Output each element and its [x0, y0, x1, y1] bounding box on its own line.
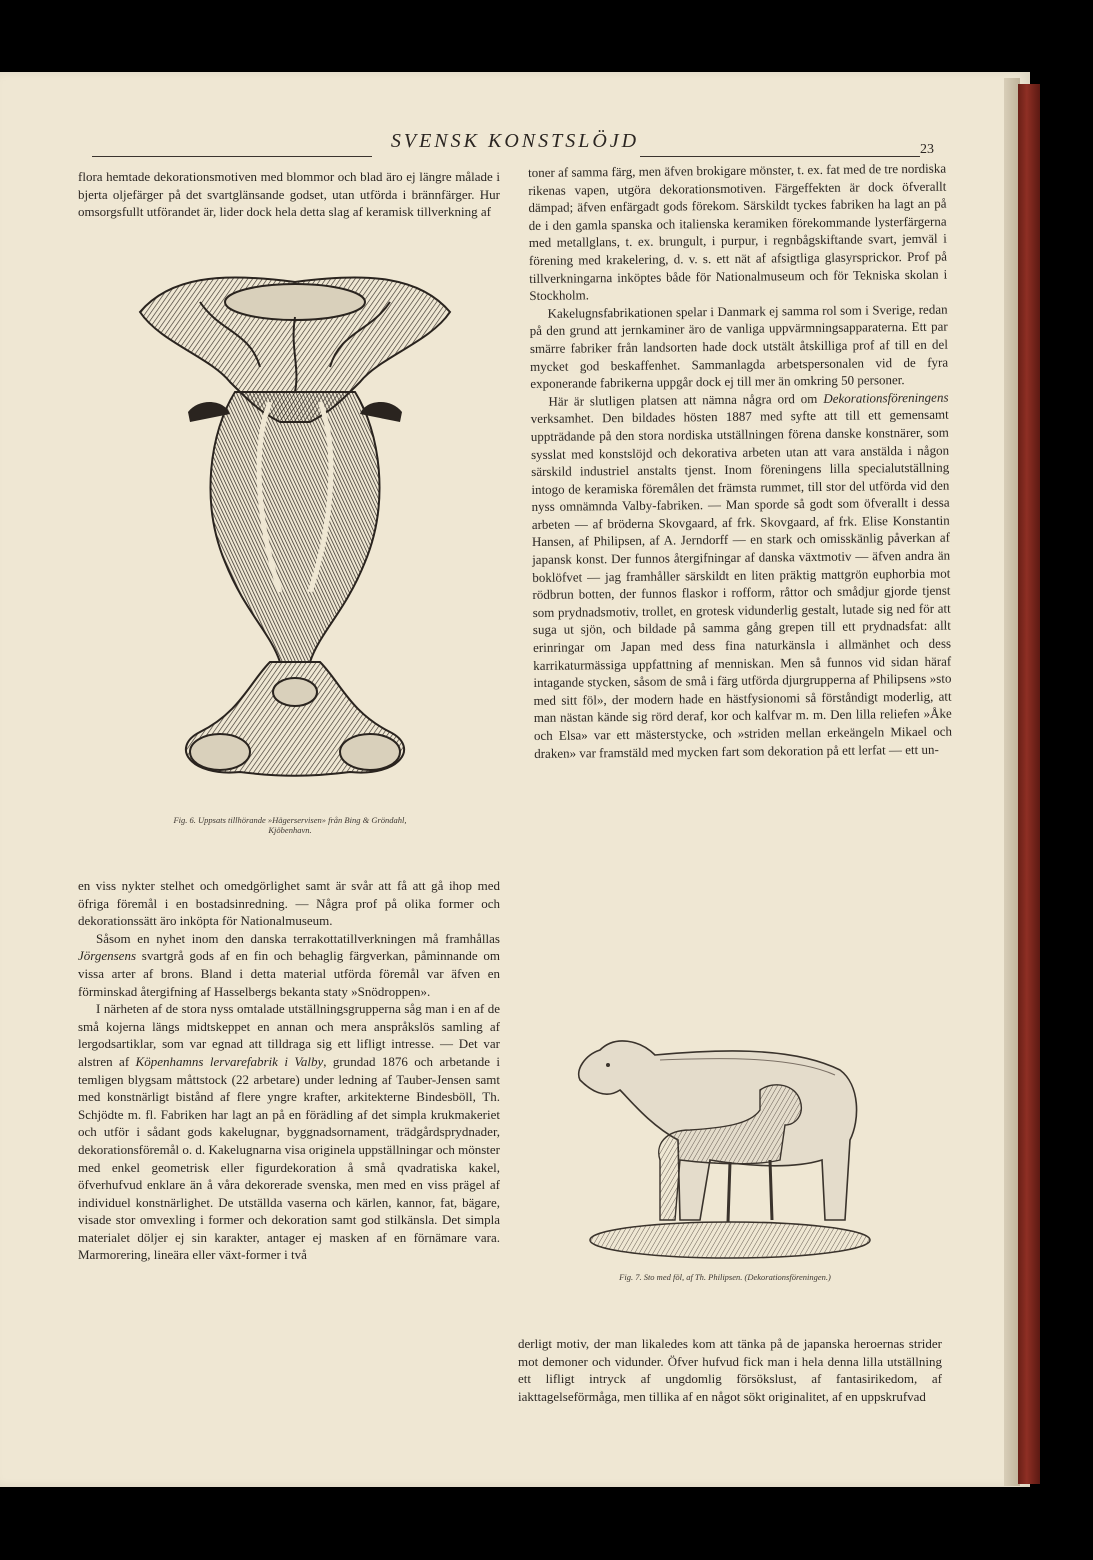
text-run: Såsom en nyhet inom den danska terrakottatillverkningen må framhållas	[96, 930, 500, 946]
text-run: , grundad 1876 och arbetande i temligen blygsam måttstock (22 arbetare) under ledning af Tauber-Jensen samt med konstnärligt bistånd af flere yngre krafter, arkitekterne Bindesböll, Th. Schjödte m. fl. Fabriken har lagt an på en förädling af det simpla krukmakeriet och utför i sådant gods kakelugnar, byggnadsornament, trädgårdsprydnader, dekorationsföremål o. d. Kakelugnarna visa originela uppställningar och mönster med enkel geometrisk eller figurdekoration å små qvadratiska kakel, öfverhufvud enklare än å våra dekorerade svenska, men med en viss prägel af individuel konstnärlighet. De utställda vaserna och kärlen, kannor, fat, bägare, visade stor omvexling i former och dekoration samt god stilkänsla. Det simpla materialet döljer ej sin karakter, antager ej masken af en förnämare vara. Marmorering, lineära eller växt-former i två	[78, 1053, 500, 1263]
paragraph	[78, 930, 500, 1000]
figure-7-caption: Fig. 7. Sto med föl, af Th. Philipsen. (Dekorationsföreningen.)	[619, 1272, 831, 1282]
figure-6-caption	[110, 815, 470, 835]
page-number: 23	[920, 142, 934, 157]
text-run: I närheten af de stora nyss omtalade utställningsgrupperna såg man i en af de små kojerna längs midtskeppet en annan och mera anspråkslös samling af lergodsartiklar, som var egnad att tilldraga sig ett lifligt intresse. — Det var alstren af	[78, 1001, 500, 1069]
header-rule-left	[92, 156, 372, 157]
paragraph: derligt motiv, der man likaledes kom att tänka på de japanska heroernas strider mot demoner och vidunder. Öfver hufvud fick man i hela denna lilla utställning ett lifligt intryck af ungdomlig försökslust, af fantasirikedom, af iakttagelseförmåga, men tillika af en något sökt originalitet, af en uppskrufvad	[518, 1336, 942, 1404]
paragraph: flora hemtade dekorationsmotiven med blommor och blad äro ej längre målade i bjerta oljefärger på det svartglänsande godset, utan utförda i brännfärger. Hur omsorgsfullt utförandet är, lider dock hela detta slag af keramisk tillverkning af	[78, 169, 500, 220]
left-column-bottom	[78, 877, 500, 1264]
paragraph	[530, 388, 952, 762]
italic-run: Köpenhamns lervarefabrik i Valby	[135, 1053, 324, 1069]
text-run: Här är slutligen platsen att nämna några ord om	[548, 390, 824, 409]
running-title: SVENSK KONSTSLÖJD	[390, 130, 640, 152]
paragraph	[78, 1000, 500, 1264]
paragraph: en viss nykter stelhet och omedgörlighet samt är svår att få att gå ihop med öfriga föremål i en bostadsinredning. — Några prof på olika former och dekorationssätt äro inköpta för Nationalmuseum.	[78, 878, 500, 929]
right-column-bottom	[518, 1335, 942, 1405]
header-rule-right	[640, 156, 920, 157]
paragraph: toner af samma färg, men äfven brokigare mönster, t. ex. fat med de tre nordiska rikenas vapen, utgöra dekorationsmotiven. Färgeffekten är dock öfverallt dämpad; äfven enfärgadt gods förekom. Särskildt tyckes fabriken ha lagt an på de i den gamla spanska och italienska keramiken förekommande lysterfärgerna med metallglans, t. ex. brungult, i purpur, i regnbågskiftande svart, jemväl i förening med krakelering, d. v. s. ett nät af afsigtliga glasyrsprickor. Prof på tillverkningarna inköptes både för Nationalmuseum och för Tekniska skolan i Stockholm.	[528, 160, 948, 304]
right-column-top	[528, 160, 952, 763]
italic-run: Dekorationsföreningens	[823, 389, 949, 406]
italic-run: Jörgensens	[78, 948, 137, 964]
book-binding	[1018, 84, 1040, 1484]
figure-6-illustration	[130, 272, 460, 802]
figure-7-illustration	[560, 1030, 880, 1270]
caption-line: Fig. 6. Uppsats tillhörande »Hägerservisen» från Bing & Gröndahl,	[173, 815, 407, 825]
text-run: svartgrå gods af en fin och behaglig färgverkan, påminnande om vissa arter af brons. Bland i detta material utförda föremål var äfven en förminskad återgifning af Hasselbergs bekanta staty »Snödroppen».	[78, 948, 500, 999]
left-column-top	[78, 168, 500, 221]
paragraph: Kakelugnsfabrikationen spelar i Danmark ej samma rol som i Sverige, redan på den grund att jernkaminer äro de vanliga uppvärmningsapparaterna. Ett par smärre fabriker från landsorten hade dock utstält åtskilliga prof af till en del mycket god beskaffenhet. Sammanlagda arbetspersonalen vid de fyra exponerande fabrikerna uppgår dock ej till mer än omkring 50 personer.	[529, 301, 949, 392]
caption-line: Kjöbenhavn.	[268, 825, 312, 835]
text-run: verksamhet. Den bildades hösten 1887 med syfte att till ett gemensamt uppträdande på den stora nordiska utställningen förena danske konstnärer, som sysslat med konstslöjd och dekorativa arbeten utan att vara anstälda i någon särskild industriel anstalts tjenst. Inom föreningens lilla specialutställning intogo de keramiska föremålen det främsta rummet, till stor del utförda vid den nyss omnämnda Valby-fabriken. — Man sporde så godt som öfverallt i dessa arbeten — af bröderna Skovgaard, af frk. Skovgaard, af frk. Elise Konstantin Hansen, af Philipsen, af A. Jerndorff — en stark och omisskänlig påverkan af japansk konst. Der funnos återgifningar af danska växtmotiv — äfven andra än boklöfvet — jag framhåller särskildt en liten präktig mattgrön euphorbia mot rödbrun botten, der funnos flaskor i rofform, råttor och smådjur gjorde tjenst som prydnadsmotiv, trollet, en grotesk vidunderlig gestalt, lutade sig ned för att suga ut sjön, och bildade på samma gång grepen till ett prydnadsfat: allt erinringar om Japan med dess fina naturkänsla i allmänhet och dess karrikaturmässiga uppfattning af menniskan. Men så funnos vid sidan häraf intagande stycken, såsom de små i färg utförda djurgrupperna af Philipsens »sto med sitt föl», der modern hade en hästfysionomi så förståndigt moderlig, att man nästan kände sig rörd deraf, kor och kalfvar m. m. Den lilla reliefen »Åke och Elsa» var ett mästerstycke, och »striden mellan erkeängeln Mikael och draken» var framstäld med mycken fart som dekoration på ett lerfat — ett un-	[530, 406, 953, 761]
